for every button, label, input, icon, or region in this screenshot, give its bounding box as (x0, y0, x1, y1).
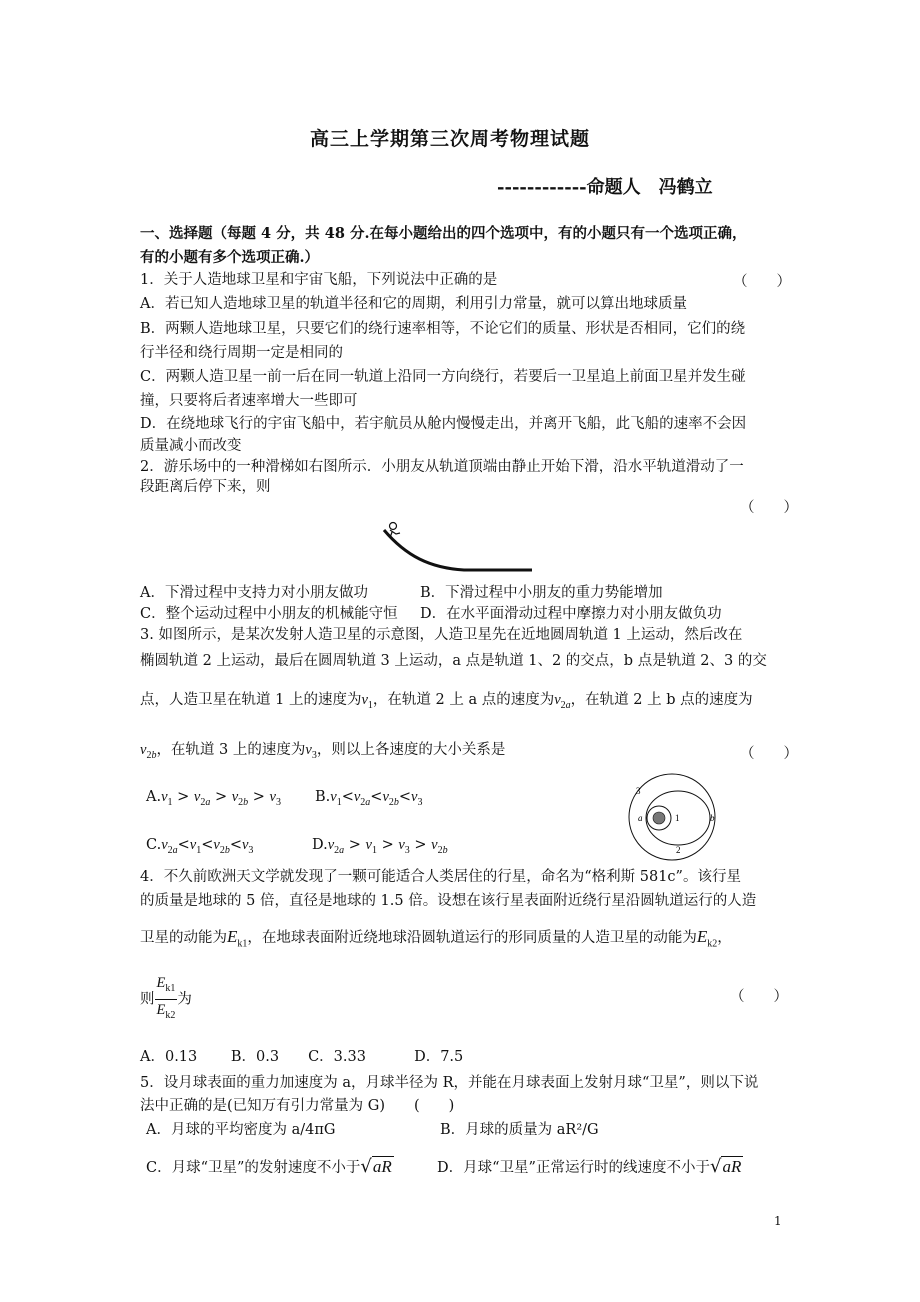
q1-option-b-line2: 行半径和绕行周期一定是相同的 (140, 345, 343, 361)
q1-option-c-line1: C．两颗人造卫星一前一后在同一轨道上沿同一方向绕行，若要后一卫星追上前面卫星并发生碰 (140, 369, 746, 385)
q3-line3-text-a: 点，人造卫星在轨道 1 上的速度为 (140, 692, 362, 708)
q4-line3-end: ， (717, 930, 732, 946)
ek-ratio-fraction: $\frac{E_{k1}}{E_{k2}}$ (156, 975, 176, 1021)
ek2-symbol: $E_{k2}$ (696, 927, 718, 950)
q5-option-d-text: D．月球“卫星”正常运行时的线速度不小于 (437, 1160, 710, 1176)
q3-option-d: $D.v_{2a} > v_1 > v_3 > v_{2b}$ (312, 837, 448, 856)
section-heading-line1: 一、选择题（每题 4 分，共 48 分.在每小题给出的四个选项中，有的小题只有一个选项正确， (140, 225, 747, 242)
q3-line4-text-a: ，在轨道 3 上的速度为 (156, 742, 306, 758)
v1-symbol: $v_1$ (361, 692, 373, 711)
q2-answer-paren: （ ） (740, 500, 798, 516)
q1-option-b-line1: B．两颗人造地球卫星，只要它们的绕行速率相等，不论它们的质量、形状是否相同，它们的绕 (140, 321, 746, 337)
q2-stem-line1: 2．游乐场中的一种滑梯如右图所示．小朋友从轨道顶端由静止开始下滑，沿水平轨道滑动了一 (140, 459, 744, 475)
q4-answer-paren: （ ） (730, 989, 788, 1005)
orbit-3-label: 3 (636, 786, 641, 796)
q3-option-a: $A.v_1 > v_{2a} > v_{2b} > v_3$ (146, 789, 281, 808)
q2-option-c: C．整个运动过程中小朋友的机械能守恒 (140, 606, 398, 622)
child-head-icon (390, 523, 397, 530)
q4-line4-text-b: 为 (177, 991, 192, 1008)
q3-option-c-label: C. (146, 837, 162, 853)
q2-option-d: D．在水平面滑动过程中摩擦力对小朋友做负功 (420, 606, 722, 622)
q4-line3-text-b: ，在地球表面附近绕地球沿圆轨道运行的形同质量的人造卫星的动能为 (247, 930, 697, 946)
q1-option-c-line2: 撞，只要将后者速率增大一些即可 (140, 393, 358, 409)
q1-option-d-line2: 质量减小而改变 (140, 438, 242, 454)
q4-stem-line2: 的质量是地球的 5 倍，直径是地球的 1.5 倍。设想在该行星表面附近绕行星沿圆轨道运行的人造 (140, 893, 757, 909)
q1-answer-paren: （ ） (733, 274, 791, 290)
q4-line4-text-a: 则 (140, 991, 155, 1008)
q4-line3-text-a: 卫星的动能为 (140, 930, 227, 946)
author-line: ------------命题人 冯鹤立 (497, 177, 713, 198)
q3-stem-line4 (140, 740, 505, 766)
q3-line3-text-c: ，在轨道 2 上 b 点的速度为 (570, 692, 753, 708)
q5-option-c-text: C．月球“卫星”的发射速度不小于 (146, 1160, 361, 1176)
q3-stem-line1: 3. 如图所示，是某次发射人造卫星的示意图，人造卫星先在近地圆周轨道 1 上运动，然后改在 (140, 627, 743, 643)
earth-icon (653, 812, 665, 824)
sqrt-aR-c: aR (372, 1157, 392, 1176)
q3-option-c: $C.v_{2a}<v_1<v_{2b}<v_3$ (146, 837, 254, 856)
q2-stem-line2: 段距离后停下来，则 (140, 479, 271, 495)
q3-option-b-label: B. (315, 789, 331, 805)
q3-stem-line2: 椭圆轨道 2 上运动，最后在圆周轨道 3 上运动，a 点是轨道 1、2 的交点，b 点是轨道 2、3 的交 (140, 653, 767, 669)
q3-option-d-label: D. (312, 837, 328, 853)
q5-stem-line2: 法中正确的是(已知万有引力常量为 G) ( ) (140, 1098, 455, 1114)
v2a-symbol: $v_{2a}$ (554, 692, 571, 711)
point-b-label: b (710, 813, 715, 823)
orbit-1-label: 1 (675, 813, 680, 823)
q5-stem-line1: 5．设月球表面的重力加速度为 a，月球半径为 R，并能在月球表面上发射月球“卫星”，则以下说 (140, 1075, 759, 1091)
q5-option-b: B．月球的质量为 aR²/G (440, 1122, 599, 1138)
q1-option-a: A．若已知人造地球卫星的轨道半径和它的周期，利用引力常量，就可以算出地球质量 (140, 296, 687, 312)
q2-option-b: B．下滑过程中小朋友的重力势能增加 (420, 585, 663, 601)
orbit-diagram (624, 773, 720, 861)
ek1-symbol: $E_{k1}$ (227, 927, 248, 950)
q4-options: A．0.13 B．0.3 C．3.33 D．7.5 (140, 1049, 464, 1065)
section-heading-line2: 有的小题有多个选项正确.） (140, 249, 320, 266)
page-number: 1 (774, 1214, 782, 1228)
q3-option-a-label: A. (146, 789, 162, 805)
sqrt-aR-d: aR (722, 1157, 742, 1176)
page-title: 高三上学期第三次周考物理试题 (310, 128, 591, 150)
q2-option-a: A．下滑过程中支持力对小朋友做功 (140, 585, 368, 601)
q5-option-d: D．月球“卫星”正常运行时的线速度不小于√aR (437, 1156, 742, 1177)
v2b-symbol: $v_{2b}$ (140, 742, 157, 761)
v3-symbol: $v_3$ (305, 742, 317, 761)
q4-stem-line3 (140, 927, 732, 954)
q5-option-c: C．月球“卫星”的发射速度不小于√aR (146, 1156, 392, 1177)
q3-stem-line3 (140, 690, 753, 716)
q4-stem-line4 (140, 973, 192, 1026)
orbit-2-label: 2 (676, 845, 681, 855)
q1-stem: 1．关于人造地球卫星和宇宙飞船，下列说法中正确的是 (140, 272, 498, 288)
q3-line3-text-b: ，在轨道 2 上 a 点的速度为 (372, 692, 555, 708)
q1-option-d-line1: D．在绕地球飞行的宇宙飞船中，若宇航员从舱内慢慢走出，并离开飞船，此飞船的速率不会因 (140, 416, 747, 432)
point-a-label: a (638, 813, 643, 823)
slide-figure (378, 520, 538, 572)
q5-option-a: A．月球的平均密度为 a/4πG (146, 1122, 336, 1138)
q3-option-b: $B.v_1<v_{2a}<v_{2b}<v_3$ (315, 789, 423, 808)
q3-line4-text-b: ，则以上各速度的大小关系是 (316, 742, 506, 758)
q4-stem-line1: 4．不久前欧洲天文学就发现了一颗可能适合人类居住的行星，命名为“格利斯 581c”。该行星 (140, 869, 741, 885)
q3-answer-paren: （ ） (740, 746, 798, 762)
